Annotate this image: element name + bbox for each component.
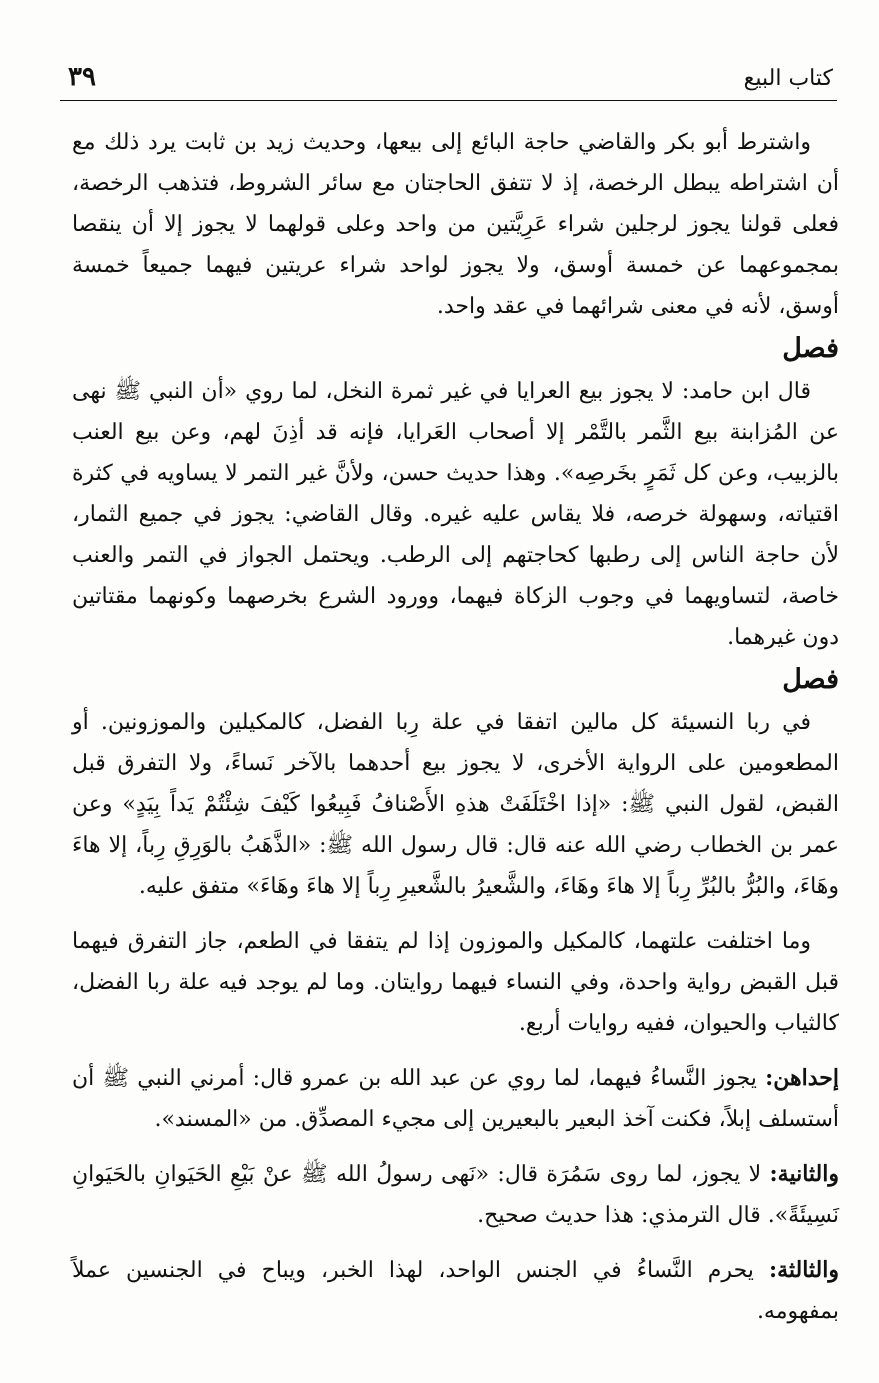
ruling-text: يجوز النَّساءُ فيهما، لما روي عن عبد الله بن عمرو قال: أمرني النبي ﷺ أن أستسلف إبلاً، فكنت آخذ البعير بالبعيرين إلى مجيء المصدِّق. من «المسند». [72, 1066, 839, 1132]
running-header [60, 62, 837, 101]
intro-paragraph: واشترط أبو بكر والقاضي حاجة البائع إلى بيعها، وحديث زيد بن ثابت يرد ذلك مع أن اشتراطه يبطل الرخصة، إذ لا تتفق الحاجتان مع سائر الشروط، فتذهب الرخصة، فعلى قولنا يجوز لرجلين شراء عَرِيَّتين من واحد وعلى قولهما لا يجوز إلا أن ينقصا بمجموعهما عن خمسة أوسق، ولا يجوز لواحد شراء عريتين فيهما جميعاً خمسة أوسق، لأنه في معنى شرائهما في عقد واحد. [72, 130, 839, 319]
ruling-text: لا يجوز، لما روى سَمُرَة قال: «نَهى رسولُ الله ﷺ عنْ بَيْعِ الحَيَوانِ بالحَيَوانِ نَسِيئَةً». قال الترمذي: هذا حديث صحيح. [72, 1162, 839, 1228]
ruling-lead: والثانية: [769, 1161, 839, 1187]
section-paragraph: في ربا النسيئة كل مالين اتفقا في علة رِبا الفضل، كالمكيلين والموزونين. أو المطعومين على الرواية الأخرى، لا يجوز بيع أحدهما بالآخر نَساءً، ولا التفرق قبل القبض، لقول النبي ﷺ: «إذا اخْتَلَفَتْ هذهِ الأَصْنافُ فَبِيعُوا كَيْفَ شِئْتُمْ يَداً بِيَدٍ» وعن عمر بن الخطاب رضي الله عنه قال: قال رسول الله ﷺ: «الذَّهَبُ بالوَرِقِ رِباً، إلا هاءَ وهَاءَ، والبُرُّ بالبُرِّ رِباً إلا هاءَ وهَاءَ، والشَّعيرُ بالشَّعيرِ رِباً إلا هاءَ وهَاءَ» متفق عليه. [72, 710, 839, 899]
ruling-item [72, 1058, 839, 1140]
ruling-lead: إحداهن: [765, 1065, 840, 1091]
book-title: كتاب البيع [743, 66, 833, 91]
section-paragraph: قال ابن حامد: لا يجوز بيع العرايا في غير ثمرة النخل، لما روي «أن النبي ﷺ نهى عن المُزابنة بيع الثَّمر بالتَّمْر إلا أصحاب العَرايا، فإنه قد أذِنَ لهم، وعن بيع العنب بالزبيب، وعن كل ثَمَرٍ بخَرصِه». وهذا حديث حسن، ولأنَّ غير التمر لا يساويه في كثرة اقتياته، وسهولة خرصه، فلا يقاس عليه غيره. وقال القاضي: يجوز في جميع الثمار، لأن حاجة الناس إلى رطبها كحاجتهم إلى الرطب. ويحتمل الجواز في التمر والعنب خاصة، لتساويهما في وجوب الزكاة فيهما، وورود الشرع بخرصهما وكونهما مقتاتين دون غيرهما. [72, 379, 839, 650]
ruling-item [72, 1154, 839, 1236]
ruling-lead: والثالثة: [768, 1257, 839, 1283]
section-heading: فصل [782, 664, 839, 695]
page-body [72, 122, 839, 1332]
section-paragraph: وما اختلفت علتهما، كالمكيل والموزون إذا لم يتفقا في الطعم، جاز التفرق فيهما قبل القبض رواية واحدة، وفي النساء فيهما روايتان. وما لم يوجد فيه علة ربا الفضل، كالثياب والحيوان، ففيه روايات أربع. [72, 929, 839, 1036]
ruling-item [72, 1250, 839, 1332]
ruling-text: يحرم النَّساءُ في الجنس الواحد، لهذا الخبر، ويباح في الجنسين عملاً بمفهومه. [72, 1258, 839, 1324]
page-number: ٣٩ [68, 62, 96, 92]
section-heading: فصل [782, 333, 839, 364]
